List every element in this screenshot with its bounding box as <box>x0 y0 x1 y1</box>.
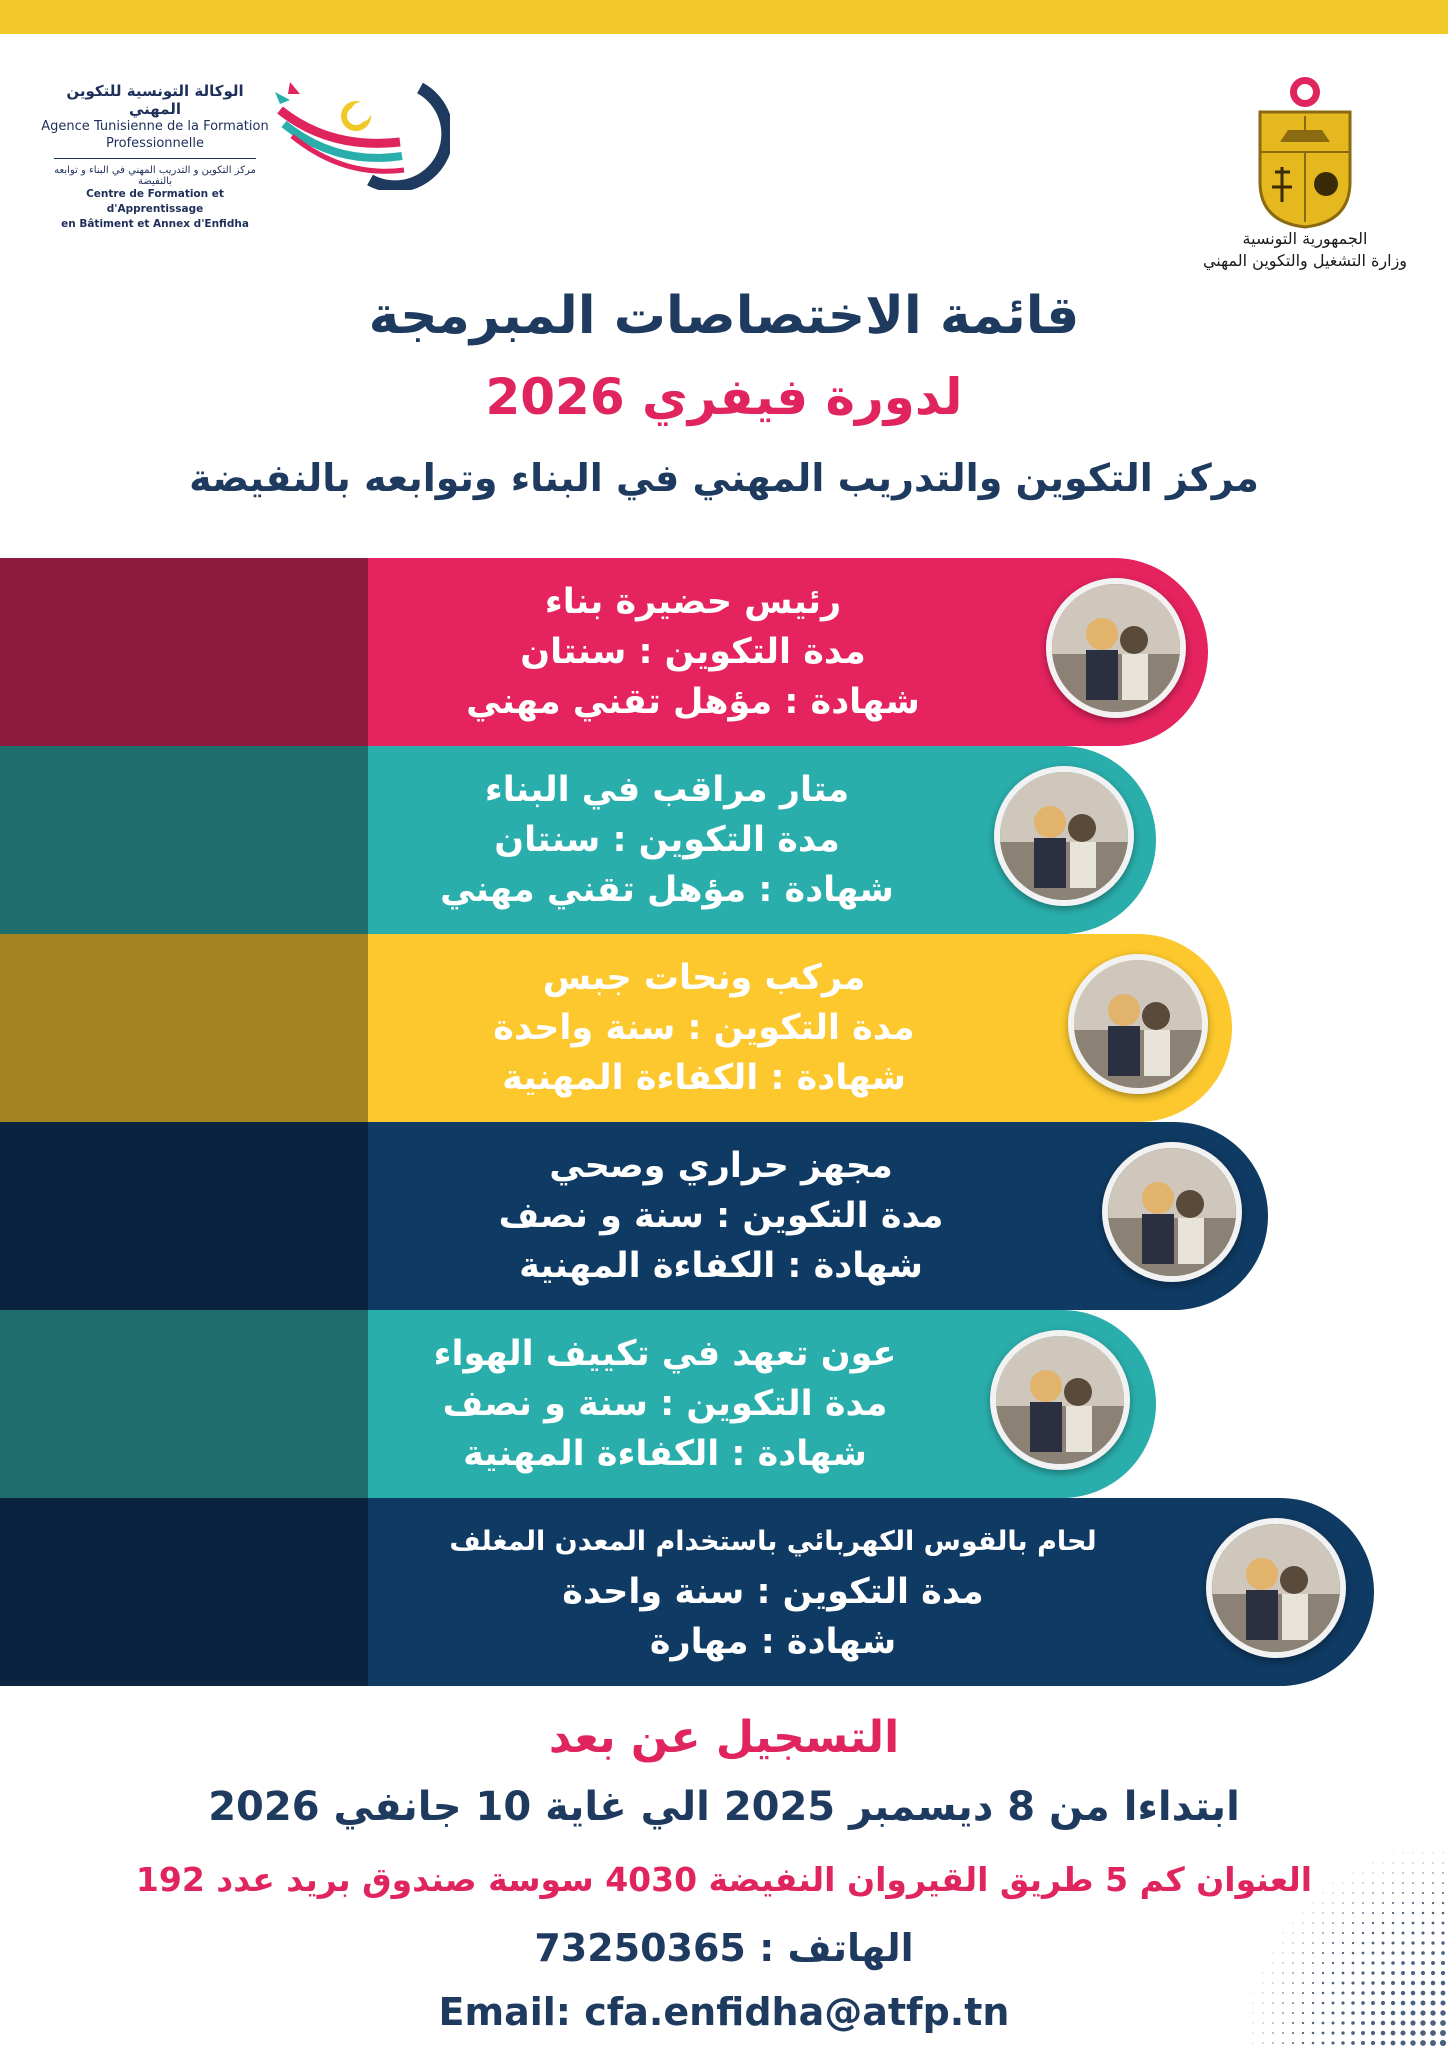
engineers-photo <box>1046 578 1186 718</box>
specialty-band <box>0 558 1448 746</box>
agency-name-fr-1: Agence Tunisienne de la Formation <box>41 119 269 134</box>
agency-divider <box>54 158 256 159</box>
specialty-band <box>0 746 1448 934</box>
decorative-dots-pattern <box>1188 1788 1448 2048</box>
email-text[interactable]: Email: cfa.enfidha@atfp.tn <box>438 1990 1010 2034</box>
band-dark-block <box>0 746 370 934</box>
agency-text-block <box>40 82 270 232</box>
specialty-name: متار مراقب في البناء <box>484 770 850 810</box>
session-title: لدورة فيفري 2026 <box>485 368 963 426</box>
specialty-certificate: شهادة : مؤهل تقني مهني <box>440 870 894 910</box>
specialty-certificate: شهادة : الكفاءة المهنية <box>502 1058 906 1098</box>
band-dark-block <box>0 1310 370 1498</box>
specialty-name: مجهز حراري وصحي <box>549 1146 893 1186</box>
specialty-certificate: شهادة : الكفاءة المهنية <box>519 1246 923 1286</box>
specialty-text <box>370 1310 960 1498</box>
agency-name-ar: الوكالة التونسية للتكوين المهني <box>66 82 244 118</box>
agency-name-fr-2: Professionnelle <box>105 136 204 151</box>
plaster-photo <box>1068 954 1208 1094</box>
center-title: مركز التكوين والتدريب المهني في البناء وتوابعه بالنفيضة <box>189 456 1259 500</box>
plumbing-photo <box>1102 1142 1242 1282</box>
welder-photo <box>1206 1518 1346 1658</box>
specialty-text <box>370 934 1038 1122</box>
specialty-text <box>370 558 1016 746</box>
republic-label: الجمهورية التونسية <box>1242 229 1368 248</box>
top-yellow-bar <box>0 0 1448 34</box>
registration-dates: ابتداءا من 8 ديسمبر 2025 الي غاية 10 جانفي 2026 <box>208 1784 1240 1830</box>
center-name-ar-small: مركز التكوين و التدريب المهني في البناء و توابعه بالنفيضة <box>54 165 256 187</box>
page-title: قائمة الاختصاصات المبرمجة <box>368 286 1080 346</box>
specialty-band <box>0 1498 1448 1686</box>
specialty-duration: مدة التكوين : سنة واحدة <box>493 1008 915 1048</box>
specialty-band <box>0 934 1448 1122</box>
band-dark-block <box>0 934 370 1122</box>
address-text: العنوان كم 5 طريق القيروان النفيضة 4030 سوسة صندوق بريد عدد 192 <box>135 1860 1313 1899</box>
ministry-label: وزارة التشغيل والتكوين المهني <box>1202 251 1408 270</box>
agency-logo-icon <box>270 80 450 190</box>
center-name-fr-2: en Bâtiment et Annex d'Enfidha <box>61 218 249 230</box>
specialty-certificate: شهادة : الكفاءة المهنية <box>463 1434 867 1474</box>
specialty-certificate: شهادة : مهارة <box>649 1622 897 1662</box>
phone-text: الهاتف : 73250365 <box>534 1926 914 1970</box>
tunisia-coat-of-arms-icon <box>1250 72 1360 232</box>
band-dark-block <box>0 1498 370 1686</box>
specialty-band <box>0 1310 1448 1498</box>
specialty-certificate: شهادة : مؤهل تقني مهني <box>466 682 920 722</box>
blueprint-photo <box>994 766 1134 906</box>
hvac-photo <box>990 1330 1130 1470</box>
government-text <box>1175 228 1435 272</box>
specialty-name: مركب ونحات جبس <box>542 958 866 998</box>
registration-title: التسجيل عن بعد <box>548 1712 900 1763</box>
specialty-band <box>0 1122 1448 1310</box>
center-name-fr-1: Centre de Formation et d'Apprentissage <box>86 188 224 215</box>
specialty-name: لحام بالقوس الكهربائي باستخدام المعدن المغلف <box>449 1526 1097 1557</box>
specialty-duration: مدة التكوين : سنة واحدة <box>562 1572 984 1612</box>
specialty-text <box>370 1122 1072 1310</box>
band-dark-block <box>0 558 370 746</box>
specialty-text <box>370 746 964 934</box>
band-dark-block <box>0 1122 370 1310</box>
specialty-text <box>370 1498 1176 1686</box>
specialty-duration: مدة التكوين : سنتان <box>520 632 866 672</box>
specialty-name: عون تعهد في تكييف الهواء <box>433 1334 897 1374</box>
specialty-duration: مدة التكوين : سنتان <box>494 820 840 860</box>
specialty-name: رئيس حضيرة بناء <box>544 582 842 622</box>
specialty-duration: مدة التكوين : سنة و نصف <box>498 1196 944 1236</box>
specialty-duration: مدة التكوين : سنة و نصف <box>442 1384 888 1424</box>
